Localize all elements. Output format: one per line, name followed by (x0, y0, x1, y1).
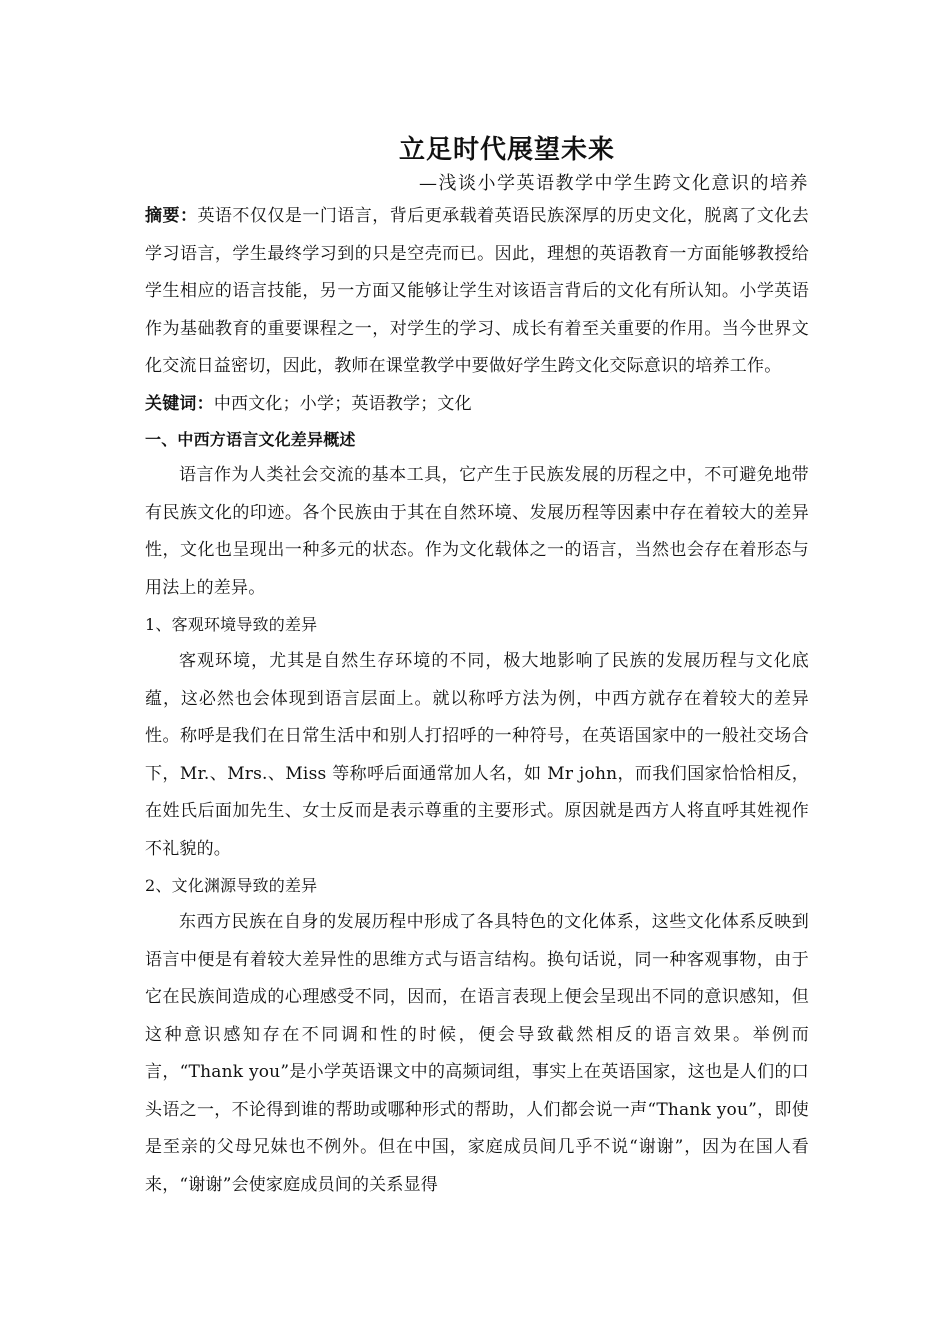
subsection-heading-1: 1、客观环境导致的差异 (145, 615, 318, 634)
document-body (145, 130, 809, 1204)
section-heading: 一、中西方语言文化差异概述 (145, 430, 356, 449)
document-subtitle: —浅谈小学英语教学中学生跨文化意识的培养 (419, 173, 809, 194)
abstract-paragraph (145, 198, 809, 386)
section-paragraph: 语言作为人类社会交流的基本工具，它产生于民族发展的历程之中，不可避免地带有民族文化的印迹。各个民族由于其在自然环境、发展历程等因素中存在着较大的差异性，文化也呈现出一种多元的状态。作为文化载体之一的语言，当然也会存在着形态与用法上的差异。 (145, 465, 809, 598)
keywords-label: 关键词： (145, 393, 214, 414)
keywords-paragraph (145, 386, 809, 424)
subsection-paragraph-1: 客观环境，尤其是自然生存环境的不同，极大地影响了民族的发展历程与文化底蕴，这必然也会体现到语言层面上。就以称呼方法为例，中西方就存在着较大的差异性。称呼是我们在日常生活中和别人打招呼的一种符号，在英语国家中的一般社交场合下，Mr.、Mrs.、Miss 等称呼后面通常加人名，如 Mr john，而我们国家恰恰相反，在姓氏后面加先生、女士反而是表示尊重的主要形式。原因就是西方人将直呼其姓视作不礼貌的。 (145, 651, 809, 859)
document-title: 立足时代展望未来 (398, 135, 615, 165)
abstract-text: 英语不仅仅是一门语言，背后更承载着英语民族深厚的历史文化，脱离了文化去学习语言，学生最终学习到的只是空壳而已。因此，理想的英语教育一方面能够教授给学生相应的语言技能，另一方面又能够让学生对该语言背后的文化有所认知。小学英语作为基础教育的重要课程之一，对学生的学习、成长有着至关重要的作用。当今世界文化交流日益密切，因此，教师在课堂教学中要做好学生跨文化交际意识的培养工作。 (145, 206, 809, 376)
abstract-label: 摘要： (145, 206, 198, 226)
subsection-paragraph-2: 东西方民族在自身的发展历程中形成了各具特色的文化体系，这些文化体系反映到语言中便是有着较大差异性的思维方式与语言结构。换句话说，同一种客观事物，由于它在民族间造成的心理感受不同，因而，在语言表现上便会呈现出不同的意识感知，但这种意识感知存在不同调和性的时候，便会导致截然相反的语言效果。举例而言，“Thank you”是小学英语课文中的高频词组，事实上在英语国家，这也是人们的口头语之一，不论得到谁的帮助或哪种形式的帮助，人们都会说一声“Thank you”，即使是至亲的父母兄妹也不例外。但在中国，家庭成员间几乎不说“谢谢”，因为在国人看来，“谢谢”会使家庭成员间的关系显得 (145, 912, 809, 1195)
keywords-text: 中西文化；小学；英语教学；文化 (213, 393, 472, 414)
subsection-heading-2: 2、文化渊源导致的差异 (145, 876, 318, 895)
